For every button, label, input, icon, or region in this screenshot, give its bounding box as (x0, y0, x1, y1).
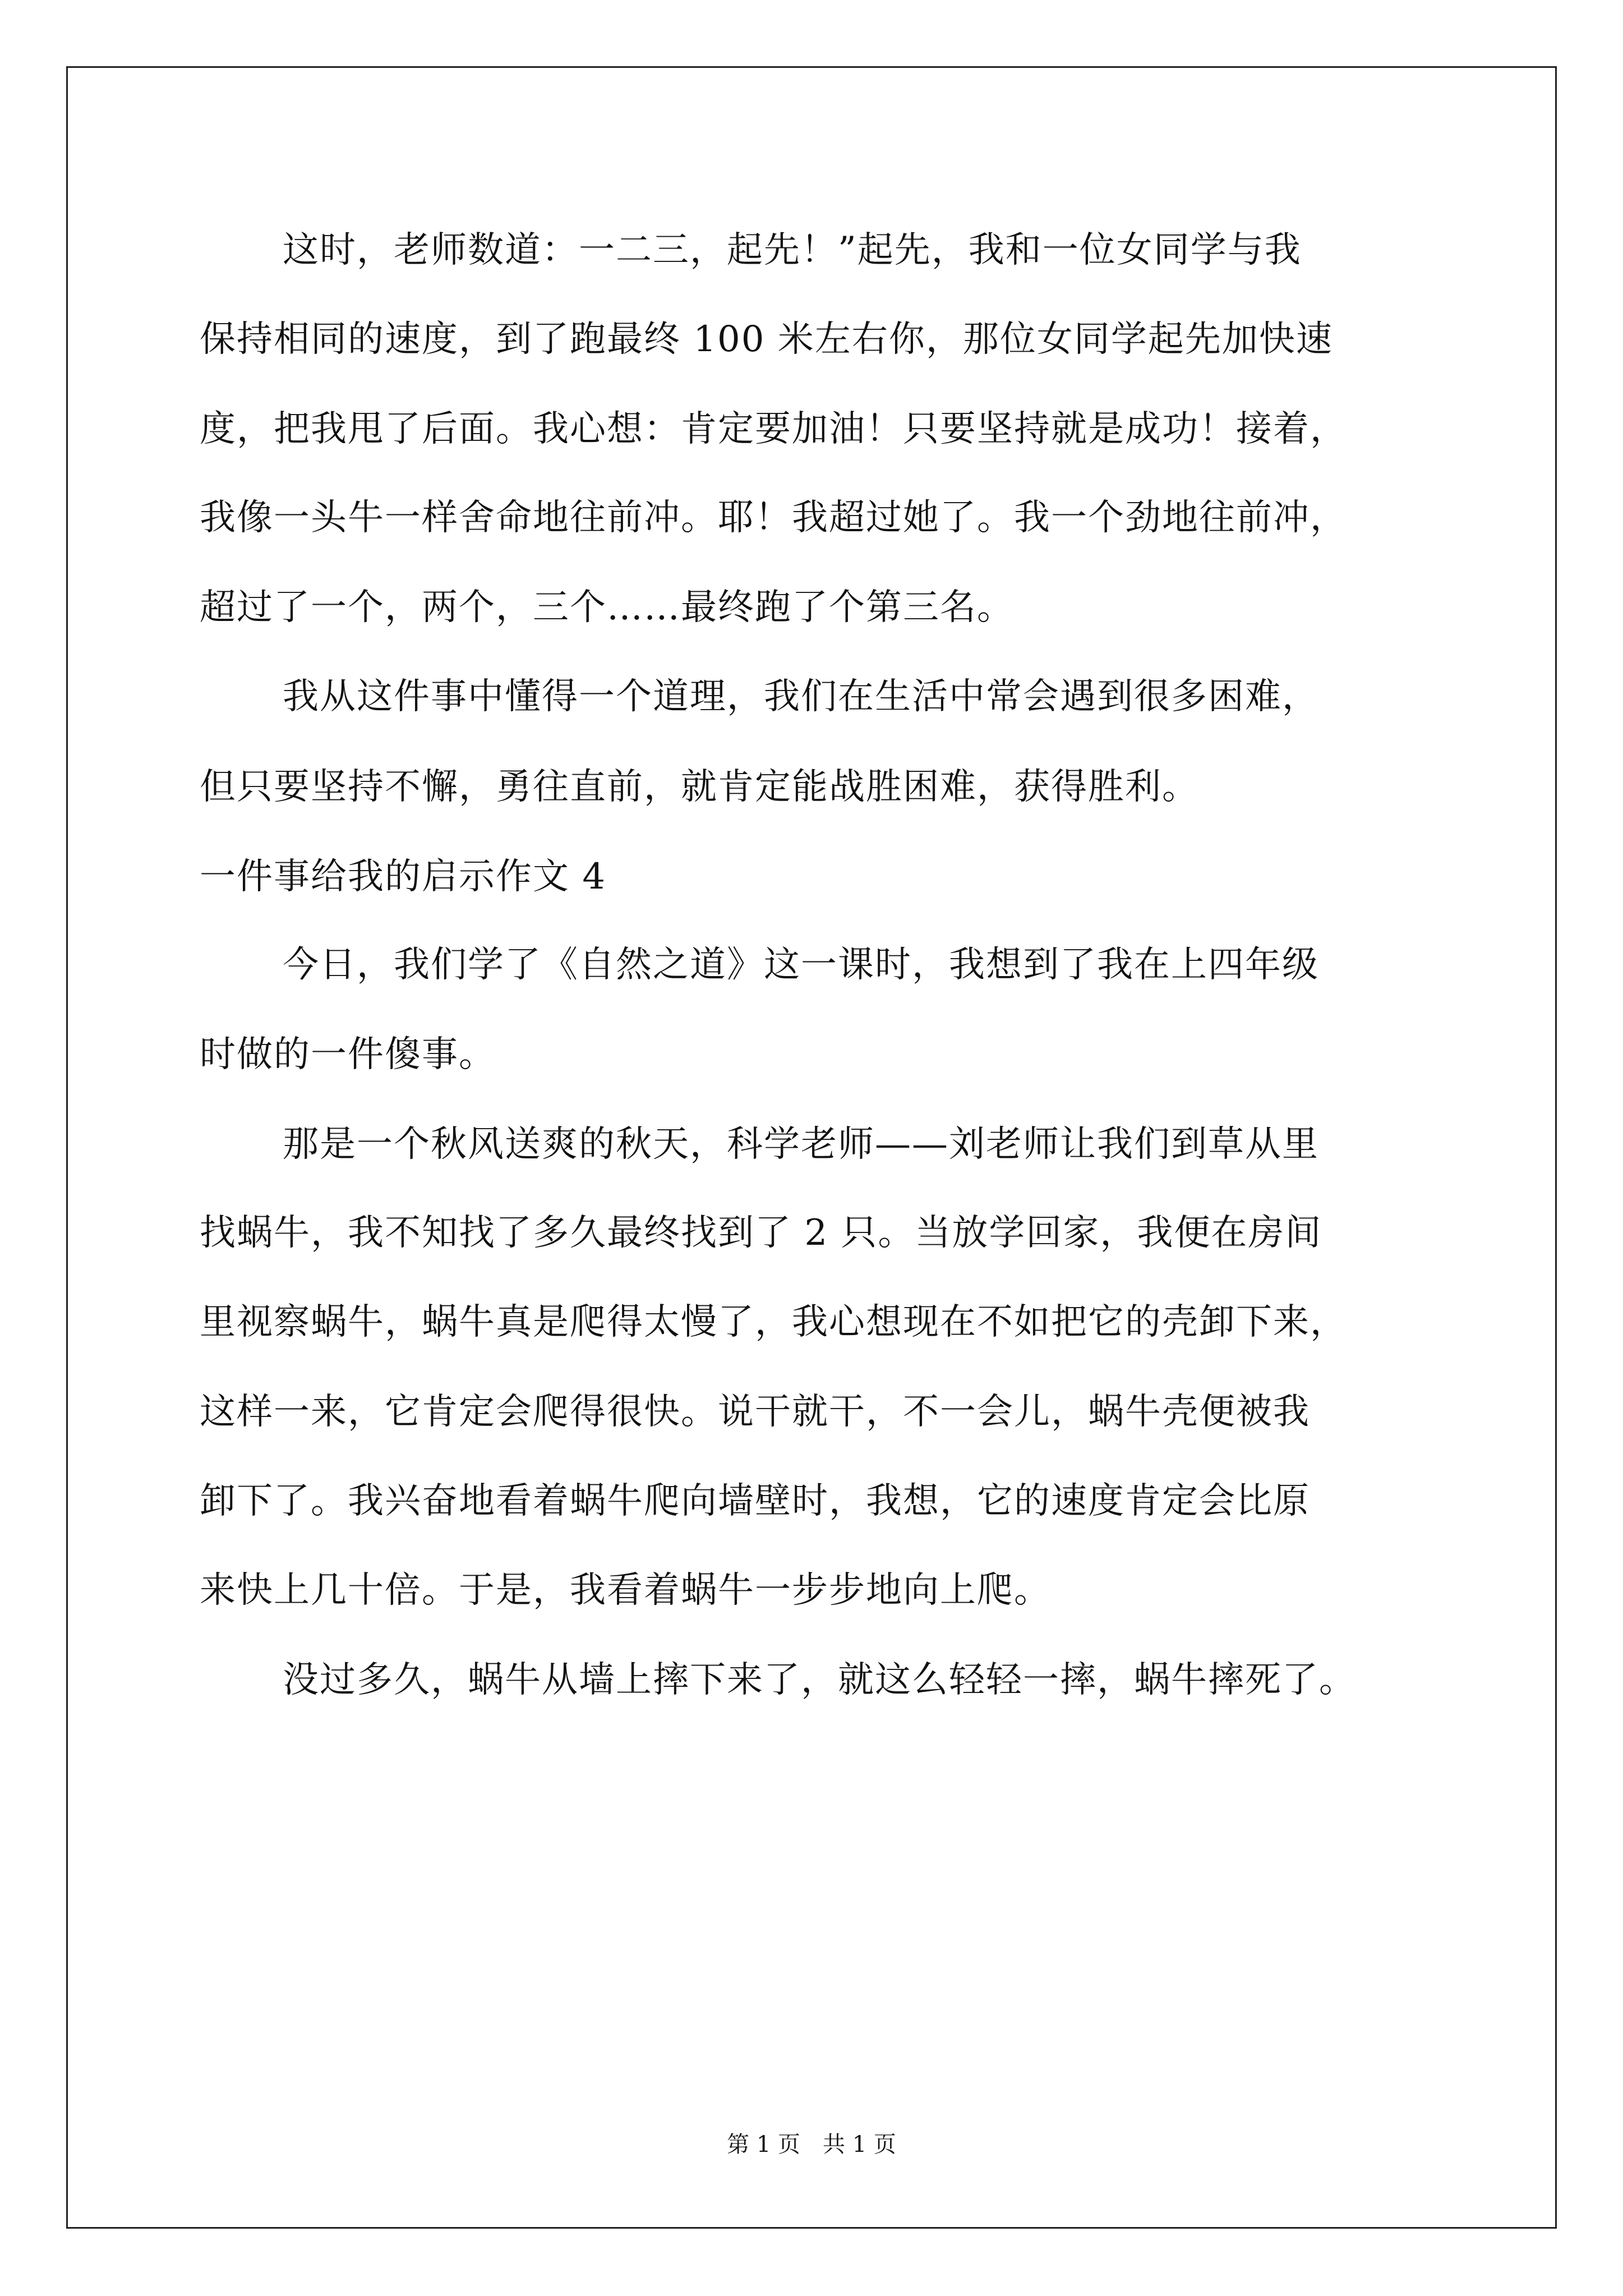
paragraph-line: 但只要坚持不懈，勇往直前，就肯定能战胜困难，获得胜利。 (200, 766, 1199, 808)
page-footer: 第 1 页 共 1 页 (727, 2132, 896, 2157)
paragraph-line: 那是一个秋风送爽的秋天，科学老师——刘老师让我们到草从里 (283, 1124, 1319, 1165)
paragraph-line: 卸下了。我兴奋地看着蜗牛爬向墙壁时，我想，它的速度肯定会比原 (200, 1480, 1310, 1522)
paragraph-line: 度，把我甩了后面。我心想：肯定要加油！只要坚持就是成功！接着， (200, 408, 1347, 450)
paragraph-line: 这时，老师数道：一二三，起先！”起先，我和一位女同学与我 (283, 229, 1302, 271)
paragraph-line: 超过了一个，两个，三个……最终跑了个第三名。 (200, 587, 1014, 628)
paragraph-line: 我从这件事中懂得一个道理，我们在生活中常会遇到很多困难， (283, 676, 1319, 717)
paragraph-line: 保持相同的速度，到了跑最终 100 米左右你，那位女同学起先加快速 (200, 319, 1333, 360)
paragraph-line: 我像一头牛一样舍命地往前冲。耶！我超过她了。我一个劲地往前冲， (200, 497, 1347, 539)
paragraph-line: 没过多久，蜗牛从墙上摔下来了，就这么轻轻一摔，蜗牛摔死了。 (283, 1659, 1356, 1701)
section-heading: 一件事给我的启示作文 4 (200, 856, 607, 898)
paragraph-line: 时做的一件傻事。 (200, 1034, 496, 1075)
paragraph-line: 今日，我们学了《自然之道》这一课时，我想到了我在上四年级 (283, 944, 1319, 986)
paragraph-line: 来快上几十倍。于是，我看着蜗牛一步步地向上爬。 (200, 1570, 1051, 1611)
paragraph-line: 里视察蜗牛，蜗牛真是爬得太慢了，我心想现在不如把它的壳卸下来， (200, 1301, 1347, 1343)
paragraph-line: 找蜗牛，我不知找了多久最终找到了 2 只。当放学回家，我便在房间 (200, 1212, 1322, 1254)
paragraph-line: 这样一来，它肯定会爬得很快。说干就干，不一会儿，蜗牛壳便被我 (200, 1391, 1310, 1433)
